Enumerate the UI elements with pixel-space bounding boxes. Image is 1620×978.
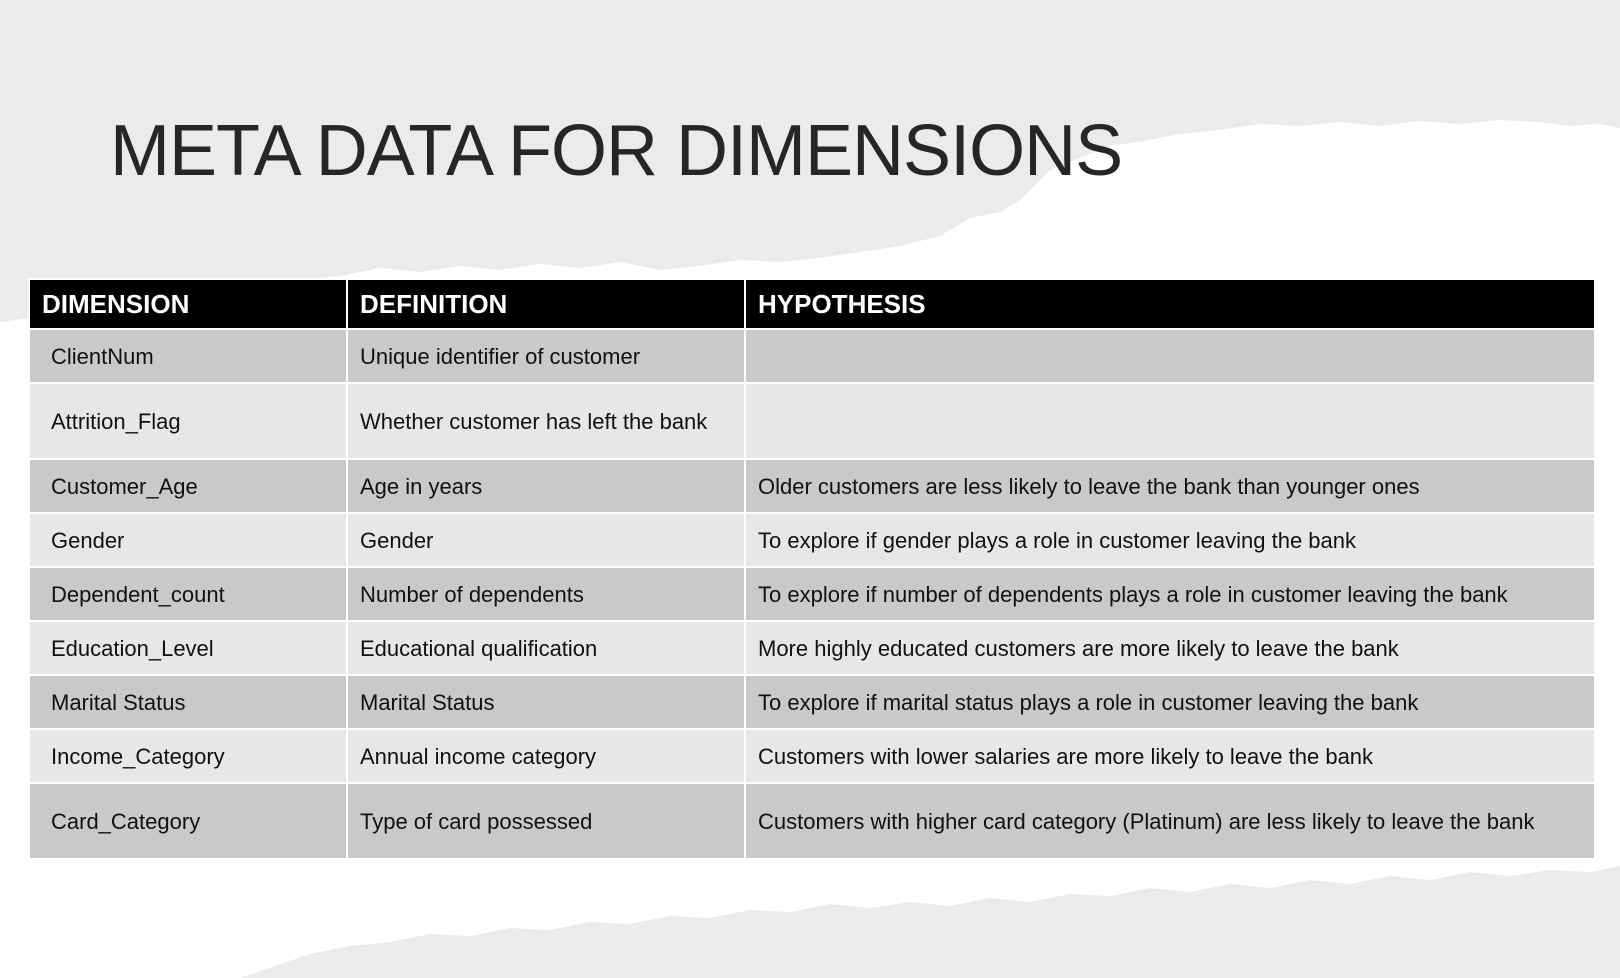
definition-cell: Whether customer has left the bank — [347, 383, 745, 459]
hypothesis-cell: Older customers are less likely to leave the bank than younger ones — [745, 459, 1595, 513]
definition-cell: Gender — [347, 513, 745, 567]
table-row — [29, 513, 1595, 567]
column-header-definition: DEFINITION — [347, 279, 745, 329]
hypothesis-cell: To explore if number of dependents plays a role in customer leaving the bank — [745, 567, 1595, 621]
hypothesis-cell — [745, 329, 1595, 383]
definition-cell: Number of dependents — [347, 567, 745, 621]
hypothesis-cell: Customers with higher card category (Platinum) are less likely to leave the bank — [745, 783, 1595, 859]
dimension-cell: Gender — [29, 513, 347, 567]
table-row — [29, 329, 1595, 383]
definition-cell: Annual income category — [347, 729, 745, 783]
definition-cell: Marital Status — [347, 675, 745, 729]
slide-title: META DATA FOR DIMENSIONS — [110, 111, 1123, 191]
dimension-cell: Card_Category — [29, 783, 347, 859]
hypothesis-cell: To explore if marital status plays a role in customer leaving the bank — [745, 675, 1595, 729]
column-header-dimension: DIMENSION — [29, 279, 347, 329]
dimension-cell: Income_Category — [29, 729, 347, 783]
dimension-cell: Marital Status — [29, 675, 347, 729]
hypothesis-cell: To explore if gender plays a role in customer leaving the bank — [745, 513, 1595, 567]
definition-cell: Age in years — [347, 459, 745, 513]
definition-cell: Unique identifier of customer — [347, 329, 745, 383]
table-row — [29, 459, 1595, 513]
column-header-hypothesis: HYPOTHESIS — [745, 279, 1595, 329]
table-row — [29, 621, 1595, 675]
hypothesis-cell: More highly educated customers are more likely to leave the bank — [745, 621, 1595, 675]
dimension-cell: Customer_Age — [29, 459, 347, 513]
hypothesis-cell — [745, 383, 1595, 459]
table-row — [29, 383, 1595, 459]
metadata-table — [28, 278, 1596, 860]
dimension-cell: Education_Level — [29, 621, 347, 675]
table-row — [29, 729, 1595, 783]
definition-cell: Type of card possessed — [347, 783, 745, 859]
definition-cell: Educational qualification — [347, 621, 745, 675]
dimension-cell: Attrition_Flag — [29, 383, 347, 459]
table-header-row — [29, 279, 1595, 329]
table-row — [29, 783, 1595, 859]
torn-paper-bottom — [0, 866, 1620, 978]
table-row — [29, 675, 1595, 729]
dimension-cell: ClientNum — [29, 329, 347, 383]
table-row — [29, 567, 1595, 621]
hypothesis-cell: Customers with lower salaries are more likely to leave the bank — [745, 729, 1595, 783]
dimension-cell: Dependent_count — [29, 567, 347, 621]
